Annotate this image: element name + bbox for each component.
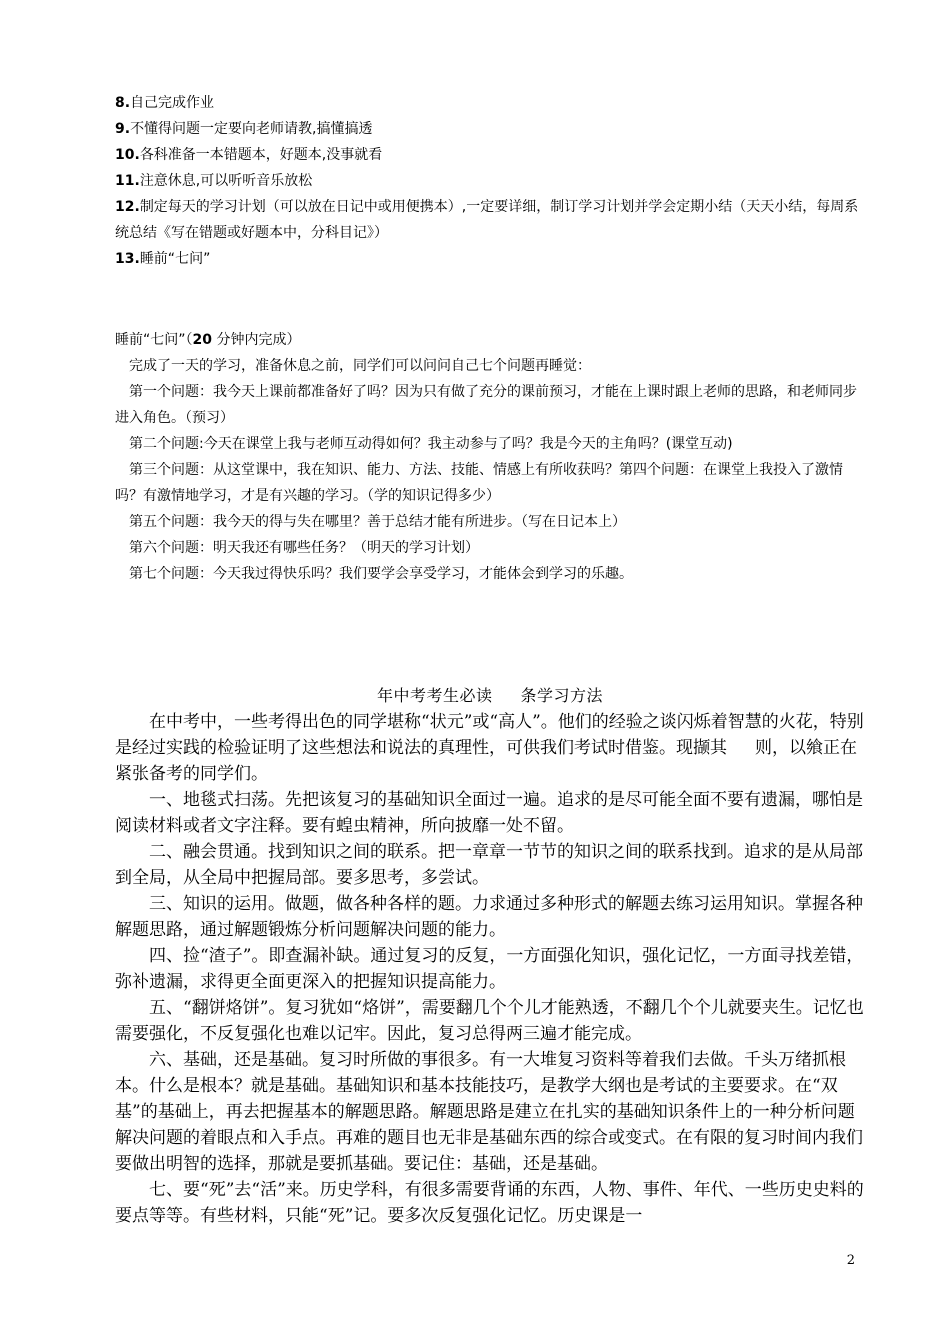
method-6: 六、基础，还是基础。复习时所做的事很多。有一大堆复习资料等着我们去做。千头万绪抓根本。什么是根本？就是基础。基础知识和基本技能技巧，是教学大纲也是考试的主要要求。在“双基”的基础上，再去把握基本的解题思路。解题思路是建立在扎实的基础知识条件上的一种分析问题解决问题的着眼点和入手点。再难的题目也无非是基础东西的综合或变式。在有限的复习时间内我们要做出明智的选择，那就是要抓基础。要记住：基础，还是基础。 [115, 1050, 863, 1174]
method-4: 四、捡“渣子”。即查漏补缺。通过复习的反复，一方面强化知识，强化记忆，一方面寻找差错，弥补遗漏，求得更全面更深入的把握知识提高能力。 [115, 946, 864, 992]
article-title: 年中考考生必读 条学习方法 [376, 686, 604, 705]
question-5: 第五个问题：我今天的得与失在哪里？善于总结才能有所进步。（写在日记本上） [129, 514, 626, 530]
seven-questions-section [115, 327, 865, 587]
intro-paragraph: 完成了一天的学习，准备休息之前，同学们可以问问自己七个问题再睡觉： [129, 358, 591, 374]
article-intro: 在中考中，一些考得出色的同学堪称“状元”或“高人”。他们的经验之谈闪烁着智慧的火花，特别是经过实践的检验证明了这些想法和说法的真理性，可供我们考试时借鉴。现撷其 则，以飨正在紧张备考的同学们。 [115, 712, 864, 784]
method-7: 七、要“死”去“活”来。历史学科，有很多需要背诵的东西，人物、事件、年代、一些历史史料的要点等等。有些材料，只能“死”记。要多次反复强化记忆。历史课是一 [115, 1180, 864, 1226]
question-7: 第七个问题：今天我过得快乐吗？我们要学会享受学习，才能体会到学习的乐趣。 [129, 566, 633, 582]
method-5: 五、“翻饼烙饼”。复习犹如“烙饼”，需要翻几个个儿才能熟透，不翻几个个儿就要夹生。记忆也需要强化，不反复强化也难以记牢。因此，复习总得两三遍才能完成。 [115, 998, 864, 1044]
list-item: 12.制定每天的学习计划（可以放在日记中或用便携本）,一定要详细，制订学习计划并学会定期小结（天天小结，每周系统总结《写在错题或好题本中，分科目记》） [115, 199, 859, 241]
study-tips-list [115, 90, 865, 272]
section-heading: 睡前“七问”（20 分钟内完成） [115, 332, 301, 348]
page-number: 2 [846, 1253, 855, 1268]
list-item: 13.睡前“七问” [115, 251, 211, 267]
question-3-4: 第三个问题：从这堂课中，我在知识、能力、方法、技能、情感上有所收获吗？第四个问题：在课堂上我投入了激情吗？有激情地学习，才是有兴趣的学习。（学的知识记得多少） [115, 462, 843, 504]
question-2: 第二个问题:今天在课堂上我与老师互动得如何？我主动参与了吗？我是今天的主角吗？(课堂互动) [129, 436, 733, 452]
method-1: 一、地毯式扫荡。先把该复习的基础知识全面过一遍。追求的是尽可能全面不要有遗漏，哪怕是阅读材料或者文字注释。要有蝗虫精神，所向披靡一处不留。 [115, 790, 863, 836]
list-item: 8.自己完成作业 [115, 95, 215, 111]
list-item: 9.不懂得问题一定要向老师请教,搞懂搞透 [115, 121, 373, 137]
list-item: 10.各科准备一本错题本，好题本,没事就看 [115, 147, 383, 163]
list-item: 11.注意休息,可以听听音乐放松 [115, 173, 313, 189]
question-6: 第六个问题：明天我还有哪些任务？（明天的学习计划） [129, 540, 479, 556]
question-1: 第一个问题：我今天上课前都准备好了吗？因为只有做了充分的课前预习，才能在上课时跟上老师的思路，和老师同步进入角色。（预习） [115, 384, 857, 426]
study-methods-article [115, 683, 865, 1229]
method-3: 三、知识的运用。做题，做各种各样的题。力求通过多种形式的解题去练习运用知识。掌握各种解题思路，通过解题锻炼分析问题解决问题的能力。 [115, 894, 863, 940]
method-2: 二、融会贯通。找到知识之间的联系。把一章章一节节的知识之间的联系找到。追求的是从局部到全局，从全局中把握局部。要多思考，多尝试。 [115, 842, 863, 888]
